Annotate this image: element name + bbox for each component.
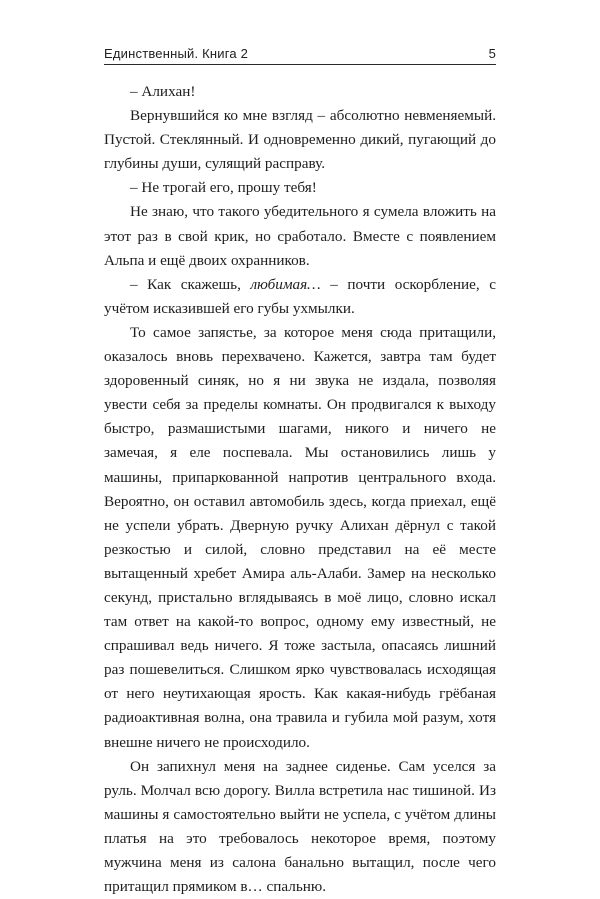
paragraph-6: То самое запястье, за которое меня сюда притащили, оказалось вновь перехвачено. Кажется, завтра там будет здоровенный синяк, но я ни звука не издала, позволяя увести себя за пределы комнаты. Он продвигался к выходу быстро, размашистыми шагами, никого и ничего не замечая, я еле поспевала. Мы остановились лишь у машины, припаркованной напротив центрального входа. Вероятно, он оставил автомобиль здесь, когда приехал, ещё не успели убрать. Дверную ручку Алихан дёрнул с такой резкостью и силой, словно представил на её месте вытащенный хребет Амира аль-Алаби. Замер на несколько секунд, пристально вглядываясь в моё лицо, словно искал там ответ на какой-то вопрос, одному ему известный, не спрашивал ведь ничего. Я тоже застыла, опасаясь лишний раз пошевелиться. Слишком ярко чувствовалась исходящая от него неутихающая ярость. Как какая-нибудь грёбаная радиоактивная волна, она травила и губила мой разум, хотя внешне ничего не происходило.	[104, 323, 496, 751]
dialogue-end: – почти оскорбление, с учётом исказившей его губы ухмылки.	[104, 275, 496, 317]
dialogue-start: – Как скажешь,	[130, 275, 251, 293]
running-header	[104, 44, 496, 65]
body-text	[104, 80, 496, 899]
book-title: Единственный. Книга 2	[104, 46, 249, 61]
paragraph-7: Он запихнул меня на заднее сиденье. Сам уселся за руль. Молчал всю дорогу. Вилла встретила нас тишиной. Из машины я самостоятельно выйти не успела, с учётом длины платья на это требовалось некоторое время, поэтому мужчина меня из салона банально вытащил, после чего притащил прямиком в… спальню.	[104, 757, 496, 896]
paragraph-5	[104, 273, 496, 321]
paragraph-3: – Не трогай его, прошу тебя!	[130, 179, 317, 197]
paragraph-1: – Алихан!	[130, 83, 196, 100]
page-number: 5	[488, 46, 496, 61]
paragraph-4: Не знаю, что такого убедительного я сумела вложить на этот раз в свой крик, но сработало. Вместе с появлением Альпа и ещё двоих охранников.	[104, 203, 496, 269]
paragraph-2: Вернувшийся ко мне взгляд – абсолютно невменяемый. Пустой. Стеклянный. И одновременно дикий, пугающий до глубины души, сулящий расправу.	[104, 107, 496, 173]
italic-word: любимая…	[250, 275, 321, 293]
